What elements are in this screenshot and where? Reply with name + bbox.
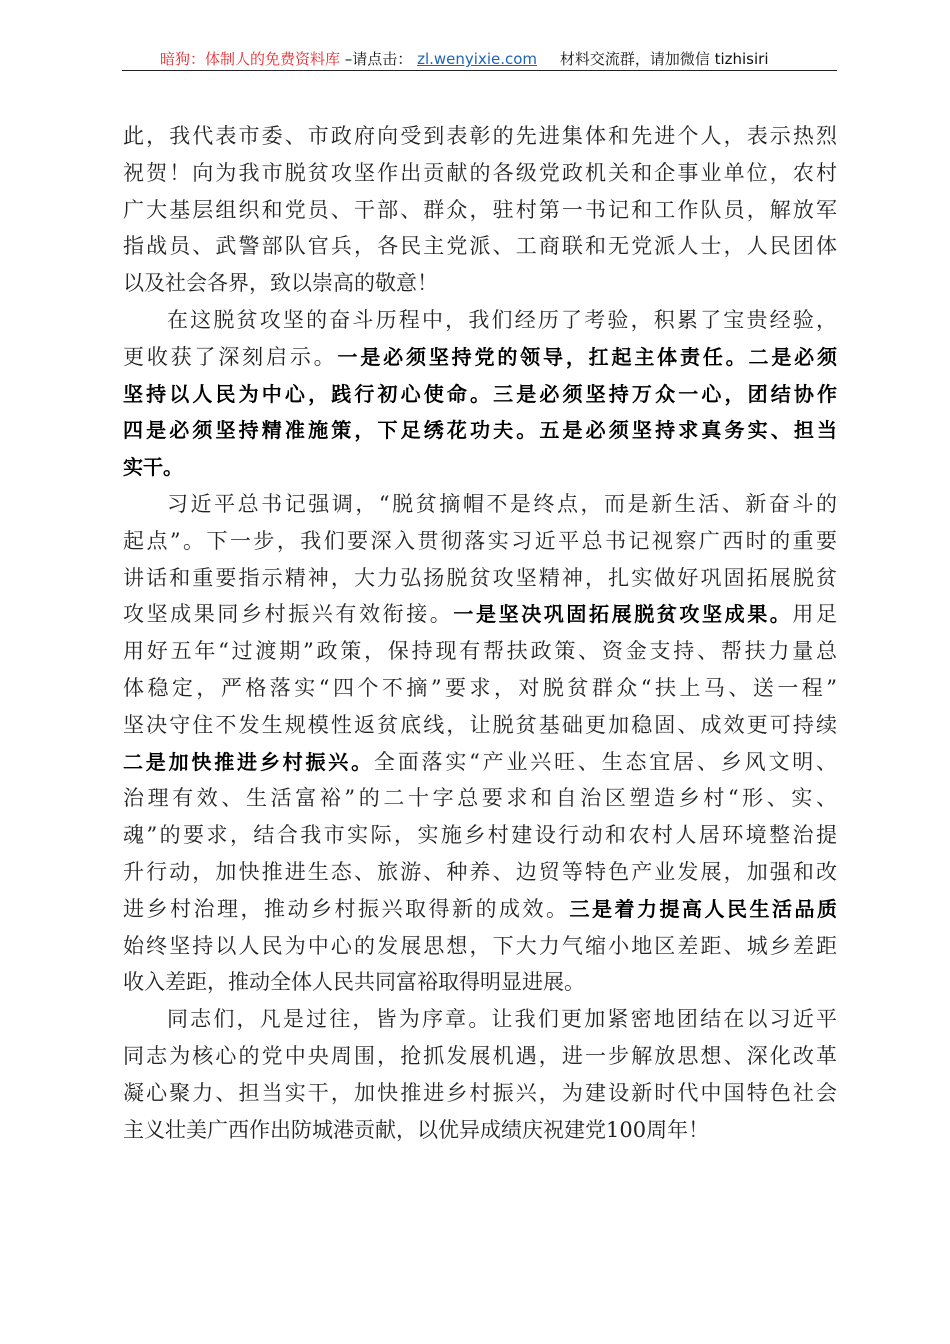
page-header: [122, 46, 837, 71]
body-text: 同志为核心的党中央周围，抢抓发展机遇，进一步解放思想、深化改革: [123, 1043, 837, 1068]
body-text: 指战员、武警部队官兵，各民主党派、工商联和无党派人士，人民团体: [123, 234, 837, 259]
body-text: 习近平总书记强调，“脱贫摘帽不是终点，而是新生活、新奋斗的: [167, 491, 837, 516]
body-text: 收入差距，推动全体人民共同富裕取得明显进展。: [123, 970, 585, 995]
body-text: 用好五年“过渡期”政策，保持现有帮扶政策、资金支持、帮扶力量总: [123, 639, 837, 664]
text-line: [123, 707, 837, 744]
text-line: [123, 560, 837, 597]
bold-text: 一是坚决巩固拓展脱贫攻坚成果。: [453, 602, 793, 627]
body-text: 起点”。下一步，我们要深入贯彻落实习近平总书记视察广西时的重要: [123, 528, 837, 553]
body-text: 坚决守住不发生规模性返贫底线，让脱贫基础更加稳固、成效更可持续: [123, 712, 837, 737]
text-line: [123, 155, 837, 192]
bold-text: 实干。: [123, 455, 183, 480]
bold-text: 一是必须坚持党的领导，扛起主体责任。二是必须: [337, 344, 837, 369]
text-line: [123, 670, 837, 707]
bold-text: 四是必须坚持精准施策，下足绣花功夫。五是必须坚持求真务实、担当: [123, 418, 837, 443]
text-line: [123, 302, 837, 339]
text-line: [123, 780, 837, 817]
text-line: [123, 228, 837, 265]
body-text: 同志们，凡是过往，皆为序章。让我们更加紧密地团结在以习近平: [167, 1007, 837, 1032]
body-text: 祝贺！向为我市脱贫攻坚作出贡献的各级党政机关和企事业单位，农村: [123, 160, 837, 185]
body-text: 主义壮美广西作出防城港贡献，以优异成绩庆祝建党100周年！: [123, 1117, 710, 1142]
body-text: 始终坚持以人民为中心的发展思想，下大力气缩小地区差距、城乡差距: [123, 933, 837, 958]
text-line: [123, 265, 837, 302]
bold-text: 坚持以人民为中心，践行初心使命。三是必须坚持万众一心，团结协作: [123, 381, 837, 406]
text-line: [123, 928, 837, 965]
text-line: [123, 744, 837, 781]
text-line: [123, 1112, 837, 1149]
text-line: [123, 596, 837, 633]
body-text: 升行动，加快推进生态、旅游、种养、边贸等特色产业发展，加强和改: [123, 859, 837, 884]
website-link[interactable]: zl.wenyixie.com: [417, 50, 538, 68]
bold-text: 二是加快推进乡村振兴。: [123, 749, 374, 774]
body-text: 广大基层组织和党员、干部、群众，驻村第一书记和工作队员，解放军: [123, 197, 837, 222]
body-text: 讲话和重要指示精神，大力弘扬脱贫攻坚精神，扎实做好巩固拓展脱贫: [123, 565, 837, 590]
text-line: [123, 854, 837, 891]
text-line: [123, 376, 837, 413]
body-text: 魂”的要求，结合我市实际，实施乡村建设行动和农村人居环境整治提: [123, 823, 837, 848]
text-line: [123, 1001, 837, 1038]
text-line: [123, 486, 837, 523]
body-text: 全面落实“产业兴旺、生态宜居、乡风文明、: [373, 749, 837, 774]
body-text: 进乡村治理，推动乡村振兴取得新的成效。: [123, 896, 570, 921]
text-line: [123, 891, 837, 928]
bold-text: 三是着力提高人民生活品质: [569, 896, 837, 921]
promo-text: 暗狗：体制人的免费资料库: [160, 50, 341, 68]
body-text: 治理有效、生活富裕”的二十字总要求和自治区塑造乡村“形、实、: [123, 786, 837, 811]
body-text: 攻坚成果同乡村振兴有效衔接。: [123, 602, 454, 627]
body-text: 体稳定，严格落实“四个不摘”要求，对脱贫群众“扶上马、送一程”: [123, 675, 837, 700]
text-line: [123, 817, 837, 854]
body-text: 更收获了深刻启示。: [123, 344, 338, 369]
text-line: [123, 523, 837, 560]
text-line: [123, 964, 837, 1001]
group-note: 材料交流群，请加微信 tizhisiri: [559, 50, 769, 68]
document-body: [123, 118, 837, 1148]
body-text: 在这脱贫攻坚的奋斗历程中，我们经历了考验，积累了宝贵经验，: [167, 307, 837, 332]
text-line: [123, 449, 837, 486]
text-line: [123, 192, 837, 229]
text-line: [123, 118, 837, 155]
body-text: 以及社会各界，致以崇高的敬意！: [123, 271, 438, 296]
text-line: [123, 339, 837, 376]
text-line: [123, 1075, 837, 1112]
body-text: 凝心聚力、担当实干，加快推进乡村振兴，为建设新时代中国特色社会: [123, 1080, 837, 1105]
text-line: [123, 412, 837, 449]
text-line: [123, 1038, 837, 1075]
text-line: [123, 633, 837, 670]
body-text: 此，我代表市委、市政府向受到表彰的先进集体和先进个人，表示热烈: [123, 124, 837, 148]
body-text: 用足: [792, 602, 837, 627]
click-prompt: –请点击：: [344, 50, 413, 68]
